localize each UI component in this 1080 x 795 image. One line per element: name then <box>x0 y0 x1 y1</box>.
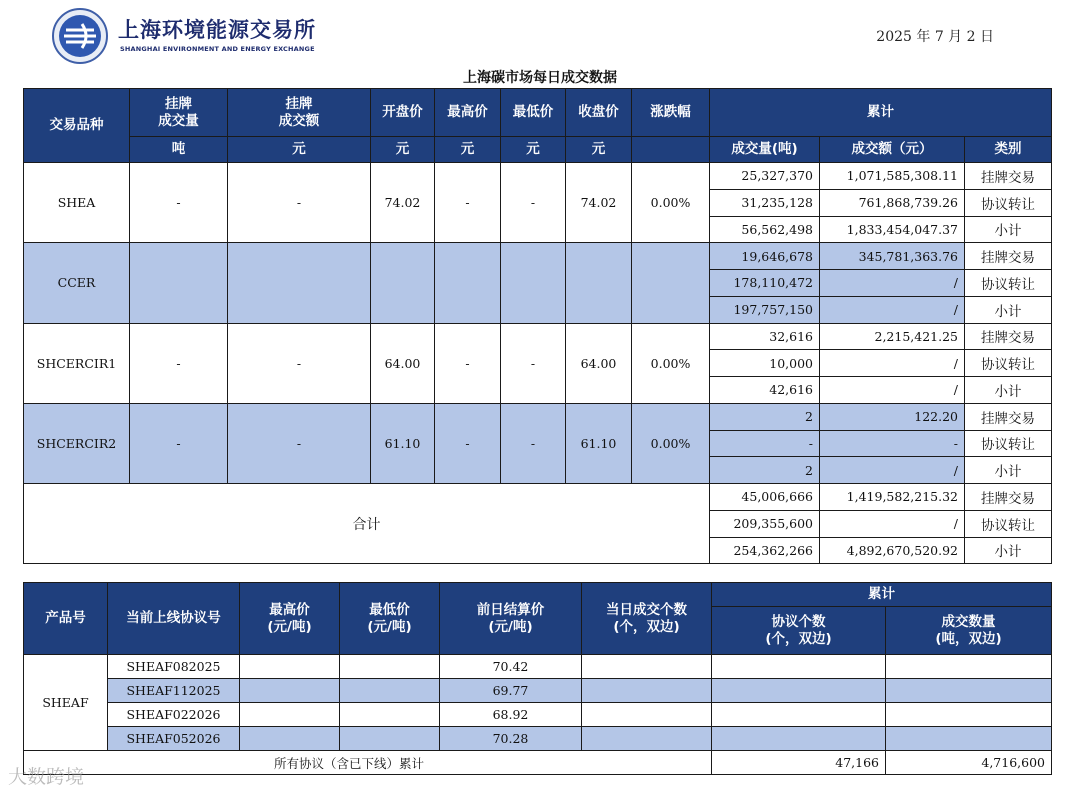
category: 挂牌交易 <box>965 403 1052 430</box>
cum-amount: 345,781,363.76 <box>820 243 965 270</box>
listed-volume: - <box>130 323 228 403</box>
cum-amount: / <box>820 377 965 404</box>
table-row <box>24 727 1052 751</box>
cum-amount: / <box>820 270 965 297</box>
header-cum-amount: 成交额（元） <box>820 137 965 163</box>
contract-code: SHEAF112025 <box>108 679 240 703</box>
category: 挂牌交易 <box>965 163 1052 190</box>
report-date: 2025 年 7 月 2 日 <box>876 29 994 45</box>
unit-high: 元 <box>435 137 501 163</box>
high-price: - <box>435 323 501 403</box>
f-high <box>240 679 340 703</box>
open-price: 61.10 <box>371 403 435 483</box>
category: 小计 <box>965 296 1052 323</box>
f-low <box>340 655 440 679</box>
contract-code: SHEAF022026 <box>108 703 240 727</box>
high-price: - <box>435 163 501 243</box>
futures-table <box>23 582 1052 775</box>
cum-volume: 32,616 <box>710 323 820 350</box>
cum-volume: 31,235,128 <box>710 189 820 216</box>
listed-volume: - <box>130 163 228 243</box>
category: 小计 <box>965 457 1052 484</box>
contract-code: SHEAF052026 <box>108 727 240 751</box>
cum-count <box>712 703 886 727</box>
unit-close: 元 <box>566 137 632 163</box>
listed-volume <box>130 243 228 323</box>
total-category: 协议转让 <box>965 510 1052 537</box>
header-change: 涨跌幅 <box>632 89 710 137</box>
close-price: 64.00 <box>566 323 632 403</box>
cum-quantity <box>886 727 1052 751</box>
category: 挂牌交易 <box>965 323 1052 350</box>
summary-label: 所有协议（含已下线）累计 <box>24 751 712 775</box>
category: 协议转让 <box>965 189 1052 216</box>
unit-low: 元 <box>501 137 566 163</box>
f-low <box>340 727 440 751</box>
listed-amount <box>228 243 371 323</box>
cum-volume: 178,110,472 <box>710 270 820 297</box>
header-category: 类别 <box>965 137 1052 163</box>
prev-settle: 68.92 <box>440 703 582 727</box>
category: 协议转让 <box>965 430 1052 457</box>
header-listed-volume: 挂牌 成交量 <box>130 89 228 137</box>
product-name: SHCERCIR1 <box>24 323 130 403</box>
listed-amount: - <box>228 323 371 403</box>
contract-code: SHEAF082025 <box>108 655 240 679</box>
header-contract: 当前上线协议号 <box>108 583 240 655</box>
daily-count <box>582 727 712 751</box>
cum-volume: 2 <box>710 403 820 430</box>
table-row <box>24 163 1052 190</box>
table-row <box>24 243 1052 270</box>
table-row <box>24 403 1052 430</box>
f-high <box>240 727 340 751</box>
low-price: - <box>501 323 566 403</box>
cum-amount: 2,215,421.25 <box>820 323 965 350</box>
table-row <box>24 323 1052 350</box>
cum-volume: 25,327,370 <box>710 163 820 190</box>
cum-count <box>712 727 886 751</box>
high-price <box>435 243 501 323</box>
daily-count <box>582 655 712 679</box>
cum-amount: - <box>820 430 965 457</box>
change-pct: 0.00% <box>632 163 710 243</box>
total-volume: 45,006,666 <box>710 484 820 511</box>
total-category: 挂牌交易 <box>965 484 1052 511</box>
listed-amount: - <box>228 403 371 483</box>
change-pct <box>632 243 710 323</box>
futures-table-body <box>24 655 1052 775</box>
cum-count <box>712 679 886 703</box>
cum-volume: - <box>710 430 820 457</box>
cum-amount: 761,868,739.26 <box>820 189 965 216</box>
total-amount: / <box>820 510 965 537</box>
header-listed-amount: 挂牌 成交额 <box>228 89 371 137</box>
cum-amount: 1,071,585,308.11 <box>820 163 965 190</box>
cum-amount: 1,833,454,047.37 <box>820 216 965 243</box>
product-name: SHEA <box>24 163 130 243</box>
exchange-logo-icon <box>52 8 108 64</box>
cum-quantity <box>886 655 1052 679</box>
category: 协议转让 <box>965 270 1052 297</box>
product-name: CCER <box>24 243 130 323</box>
category: 挂牌交易 <box>965 243 1052 270</box>
product-no: SHEAF <box>24 655 108 751</box>
cum-amount: / <box>820 457 965 484</box>
open-price: 74.02 <box>371 163 435 243</box>
table-row <box>24 703 1052 727</box>
header-cum-count: 协议个数 (个，双边) <box>712 607 886 655</box>
cum-quantity <box>886 679 1052 703</box>
cum-volume: 42,616 <box>710 377 820 404</box>
change-pct: 0.00% <box>632 403 710 483</box>
cum-amount: / <box>820 296 965 323</box>
prev-settle: 70.28 <box>440 727 582 751</box>
cum-volume: 10,000 <box>710 350 820 377</box>
category: 协议转让 <box>965 350 1052 377</box>
change-pct: 0.00% <box>632 323 710 403</box>
daily-table-body <box>24 163 1052 564</box>
cum-volume: 56,562,498 <box>710 216 820 243</box>
cum-quantity <box>886 703 1052 727</box>
close-price: 61.10 <box>566 403 632 483</box>
header-cumulative: 累计 <box>710 89 1052 137</box>
brand-name-english: SHANGHAI ENVIRONMENT AND ENERGY EXCHANGE <box>120 45 315 53</box>
summary-row <box>24 751 1052 775</box>
unit-listed-volume: 吨 <box>130 137 228 163</box>
header-high: 最高价 <box>435 89 501 137</box>
cum-volume: 197,757,150 <box>710 296 820 323</box>
open-price <box>371 243 435 323</box>
daily-trading-table <box>23 88 1052 564</box>
brand-name: 上海环境能源交易所 <box>118 17 316 42</box>
table-row <box>24 484 1052 511</box>
report-title: 上海碳市场每日成交数据 <box>463 70 617 86</box>
header-low: 最低价 <box>501 89 566 137</box>
low-price: - <box>501 163 566 243</box>
daily-count <box>582 703 712 727</box>
f-high <box>240 703 340 727</box>
header-product-no: 产品号 <box>24 583 108 655</box>
unit-change <box>632 137 710 163</box>
watermark: 大数跨境 <box>8 766 85 788</box>
f-high <box>240 655 340 679</box>
total-volume: 254,362,266 <box>710 537 820 564</box>
total-amount: 4,892,670,520.92 <box>820 537 965 564</box>
product-name: SHCERCIR2 <box>24 403 130 483</box>
close-price <box>566 243 632 323</box>
header-cum-quantity: 成交数量 (吨，双边) <box>886 607 1052 655</box>
header-open: 开盘价 <box>371 89 435 137</box>
header-f-low: 最低价 (元/吨) <box>340 583 440 655</box>
header-cum-volume: 成交量(吨) <box>710 137 820 163</box>
report-header <box>0 0 1080 70</box>
open-price: 64.00 <box>371 323 435 403</box>
header-prev-settle: 前日结算价 (元/吨) <box>440 583 582 655</box>
daily-count <box>582 679 712 703</box>
summary-count: 47,166 <box>712 751 886 775</box>
table-row <box>24 679 1052 703</box>
prev-settle: 70.42 <box>440 655 582 679</box>
cum-volume: 19,646,678 <box>710 243 820 270</box>
close-price: 74.02 <box>566 163 632 243</box>
unit-listed-amount: 元 <box>228 137 371 163</box>
summary-quantity: 4,716,600 <box>886 751 1052 775</box>
cum-amount: / <box>820 350 965 377</box>
cum-volume: 2 <box>710 457 820 484</box>
f-low <box>340 703 440 727</box>
header-close: 收盘价 <box>566 89 632 137</box>
total-label: 合计 <box>24 484 710 564</box>
header-daily-count: 当日成交个数 (个，双边) <box>582 583 712 655</box>
cum-count <box>712 655 886 679</box>
cum-amount: 122.20 <box>820 403 965 430</box>
low-price <box>501 243 566 323</box>
header-f-high: 最高价 (元/吨) <box>240 583 340 655</box>
total-volume: 209,355,600 <box>710 510 820 537</box>
low-price: - <box>501 403 566 483</box>
listed-volume: - <box>130 403 228 483</box>
header-f-cumulative: 累计 <box>712 583 1052 607</box>
total-category: 小计 <box>965 537 1052 564</box>
high-price: - <box>435 403 501 483</box>
total-amount: 1,419,582,215.32 <box>820 484 965 511</box>
f-low <box>340 679 440 703</box>
unit-open: 元 <box>371 137 435 163</box>
header-product: 交易品种 <box>24 89 130 163</box>
category: 小计 <box>965 216 1052 243</box>
prev-settle: 69.77 <box>440 679 582 703</box>
listed-amount: - <box>228 163 371 243</box>
table-row <box>24 655 1052 679</box>
category: 小计 <box>965 377 1052 404</box>
